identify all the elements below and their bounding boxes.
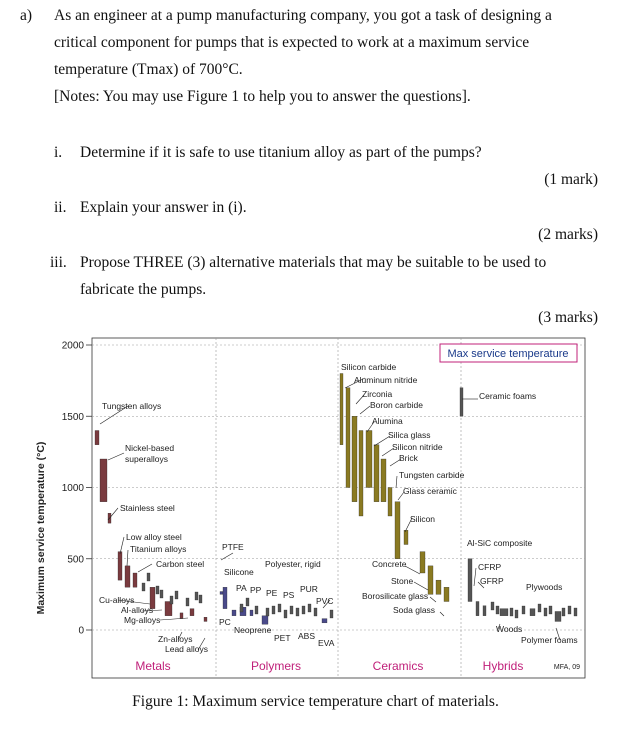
cluster-bar-30 <box>549 606 552 614</box>
material-label: PA <box>236 583 247 593</box>
material-label: Ceramic foams <box>479 391 537 401</box>
material-label: Soda glass <box>393 605 436 615</box>
leader-line-2 <box>108 453 124 460</box>
material-label: Silicon <box>410 514 436 524</box>
material-label: Tungsten carbide <box>399 470 465 480</box>
category-label-hybrids: Hybrids <box>482 659 524 673</box>
cluster-bar-13 <box>266 608 269 616</box>
part-i-num: i. <box>54 144 63 161</box>
leader-line-26 <box>430 597 436 602</box>
leader-line-12 <box>221 553 233 560</box>
bar-gfrp <box>483 606 486 616</box>
material-label: PP <box>250 585 262 595</box>
cluster-bar-14 <box>272 606 275 614</box>
part-i-marks: (1 mark) <box>544 171 598 188</box>
material-label: PUR <box>300 584 318 594</box>
material-label: PC <box>219 617 231 627</box>
cluster-bar-31 <box>562 608 565 616</box>
material-label: Plywoods <box>526 582 563 592</box>
cluster-bar-33 <box>574 608 577 616</box>
cluster-bar-3 <box>156 586 159 594</box>
cluster-bar-28 <box>538 604 541 612</box>
question-label: a) <box>20 7 33 24</box>
bar-pvc <box>322 619 327 623</box>
leader-line-16 <box>360 406 370 414</box>
bar-titanium-alloys <box>125 566 130 587</box>
part-ii-num: ii. <box>54 199 67 216</box>
cluster-bar-23 <box>491 602 494 610</box>
question-notes: [Notes: You may use Figure 1 to help you to answer the questions]. <box>54 88 471 105</box>
cluster-bar-22 <box>330 610 333 618</box>
bar-borosilicate-glass <box>436 580 441 594</box>
question-line-3: temperature (Tmax) of 700°C. <box>54 61 243 78</box>
material-label: Concrete <box>372 559 407 569</box>
material-label: Brick <box>399 453 418 463</box>
bar-tungsten-carbide <box>395 502 400 559</box>
material-label: Polymer foams <box>521 635 578 645</box>
max-service-temperature-chart <box>0 328 631 688</box>
cluster-bar-21 <box>314 608 317 616</box>
material-label: Mg-alloys <box>124 615 161 625</box>
bar-pa <box>250 610 253 616</box>
material-label: ABS <box>298 631 316 641</box>
leader-line-27 <box>440 612 444 616</box>
category-label-metals: Metals <box>135 659 171 673</box>
bar-nickel-based-superalloys <box>100 459 107 502</box>
bar-zn-alloys <box>180 613 183 619</box>
bar-silicon-carbide <box>340 374 343 445</box>
part-i-text: Determine if it is safe to use titanium alloy as part of the pumps? <box>80 144 482 161</box>
material-label: PTFE <box>222 542 244 552</box>
cluster-bar-11 <box>246 598 249 606</box>
cluster-bar-26 <box>515 610 518 618</box>
bar-ceramic-foams <box>460 388 463 417</box>
material-label: Boron carbide <box>370 400 423 410</box>
cluster-bar-9 <box>199 595 202 603</box>
leader-line-25 <box>414 582 428 590</box>
bar-woods <box>500 609 508 616</box>
material-label: PE <box>266 588 278 598</box>
y-tick-label-500: 500 <box>67 554 84 566</box>
material-label: PS <box>283 590 295 600</box>
leader-line-4 <box>120 537 124 554</box>
material-label: Stone <box>391 576 414 586</box>
chart-credit: MFA, 09 <box>553 664 580 671</box>
part-iii-num: iii. <box>50 254 67 271</box>
bar-silicon-nitride <box>381 459 386 502</box>
cluster-bar-5 <box>170 596 173 604</box>
material-label: Nickel-based <box>125 443 175 453</box>
cluster-bar-19 <box>302 606 305 614</box>
cluster-bar-4 <box>160 590 163 598</box>
leader-line-5 <box>127 550 128 566</box>
material-label: Borosilicate glass <box>362 591 429 601</box>
y-tick-label-0: 0 <box>78 625 84 637</box>
material-label: CFRP <box>478 562 502 572</box>
leader-line-6 <box>138 564 152 572</box>
material-label: EVA <box>318 638 335 648</box>
material-label: Cu-alloys <box>99 595 135 605</box>
cluster-bar-7 <box>186 598 189 606</box>
part-ii-text: Explain your answer in (i). <box>80 199 247 216</box>
cluster-bar-18 <box>296 608 299 616</box>
cluster-bar-2 <box>147 573 150 581</box>
material-label: PVC <box>316 596 334 606</box>
material-label: Silicone <box>224 567 254 577</box>
y-tick-label-1000: 1000 <box>61 483 84 494</box>
bar-boron-carbide <box>359 431 363 517</box>
bar-carbon-steel <box>133 573 137 587</box>
material-label: Lead alloys <box>165 644 209 654</box>
y-tick-label-2000: 2000 <box>61 340 84 352</box>
question-line-2: critical component for pumps that is expected to work at a maximum service <box>54 34 530 51</box>
material-label: PET <box>274 633 291 643</box>
leader-line-9 <box>160 618 188 620</box>
bar-stone <box>428 566 433 595</box>
cluster-bar-20 <box>308 604 311 612</box>
material-label: Silicon nitride <box>392 442 443 452</box>
cluster-bar-29 <box>544 608 547 616</box>
bar-neoprene <box>262 616 268 625</box>
part-iii-text: Propose THREE (3) alternative materials that may be suitable to be used to <box>80 254 547 271</box>
bar-silicon <box>404 530 408 544</box>
material-label: Tungsten alloys <box>102 401 162 411</box>
cluster-bar-27 <box>522 606 525 614</box>
bar-tungsten-alloys <box>95 431 99 445</box>
leader-line-21 <box>396 476 397 488</box>
bar-soda-glass <box>444 587 449 601</box>
bar-zirconia <box>352 416 357 502</box>
cluster-bar-8 <box>195 592 198 600</box>
material-label: Woods <box>496 624 523 634</box>
leader-line-29 <box>474 568 476 586</box>
material-label: Al-alloys <box>121 605 154 615</box>
cluster-bar-15 <box>278 604 281 612</box>
cluster-bar-24 <box>496 606 499 614</box>
leader-line-24 <box>405 566 420 574</box>
material-label: GFRP <box>480 576 504 586</box>
material-label: Aluminum nitride <box>354 375 418 385</box>
bar-pc <box>232 610 236 616</box>
cluster-bar-32 <box>568 606 571 614</box>
bar-alumina <box>366 431 372 488</box>
bar-al-sic-composite <box>468 559 472 602</box>
bar-plywoods <box>530 609 535 616</box>
bar-aluminum-nitride <box>346 388 350 488</box>
bar-ptfe <box>220 592 223 595</box>
cluster-bar-6 <box>175 591 178 599</box>
part-ii-marks: (2 marks) <box>538 226 598 243</box>
chart-title: Max service temperature <box>447 348 569 360</box>
bar-low-alloy-steel <box>118 552 122 581</box>
bar-silica-glass <box>374 445 379 502</box>
question-line-1: As an engineer at a pump manufacturing company, you got a task of designing a <box>54 7 552 24</box>
bar-mg-alloys <box>190 609 194 616</box>
bar-silicone <box>223 587 227 608</box>
bar-cfrp <box>476 602 479 616</box>
y-tick-label-1500: 1500 <box>61 411 84 423</box>
category-label-ceramics: Ceramics <box>372 659 424 673</box>
material-label: Glass ceramic <box>403 486 457 496</box>
material-label: Zn-alloys <box>158 634 193 644</box>
part-iii-marks: (3 marks) <box>538 309 598 326</box>
bar-concrete <box>420 552 425 573</box>
bar-lead-alloys <box>204 617 207 621</box>
material-label: Stainless steel <box>120 503 175 513</box>
material-label: Titanium alloys <box>130 544 187 554</box>
cluster-bar-25 <box>510 608 513 616</box>
cluster-bar-17 <box>290 606 293 614</box>
material-label: Low alloy steel <box>126 532 182 542</box>
bar-polymer-foams <box>555 611 561 621</box>
material-label: Silica glass <box>388 430 431 440</box>
material-label: Alumina <box>372 416 403 426</box>
bar-brick <box>388 488 392 517</box>
category-label-polymers: Polymers <box>250 659 302 673</box>
material-label: Al-SiC composite <box>467 538 533 548</box>
y-axis-label: Maximum service temperature (°C) <box>35 441 47 615</box>
part-iii-text-2: fabricate the pumps. <box>80 281 207 298</box>
material-label: Silicon carbide <box>341 362 397 372</box>
material-label: Neoprene <box>234 625 272 635</box>
material-label: Carbon steel <box>156 559 205 569</box>
cluster-bar-1 <box>142 583 145 591</box>
figure-caption: Figure 1: Maximum service temperature chart of materials. <box>132 693 499 710</box>
material-label-superalloys: superalloys <box>125 454 168 464</box>
material-label: Zirconia <box>362 389 393 399</box>
cluster-bar-12 <box>255 606 258 614</box>
cluster-bar-10 <box>240 604 243 612</box>
cluster-bar-16 <box>284 610 287 618</box>
material-label: Polyester, rigid <box>265 559 321 569</box>
